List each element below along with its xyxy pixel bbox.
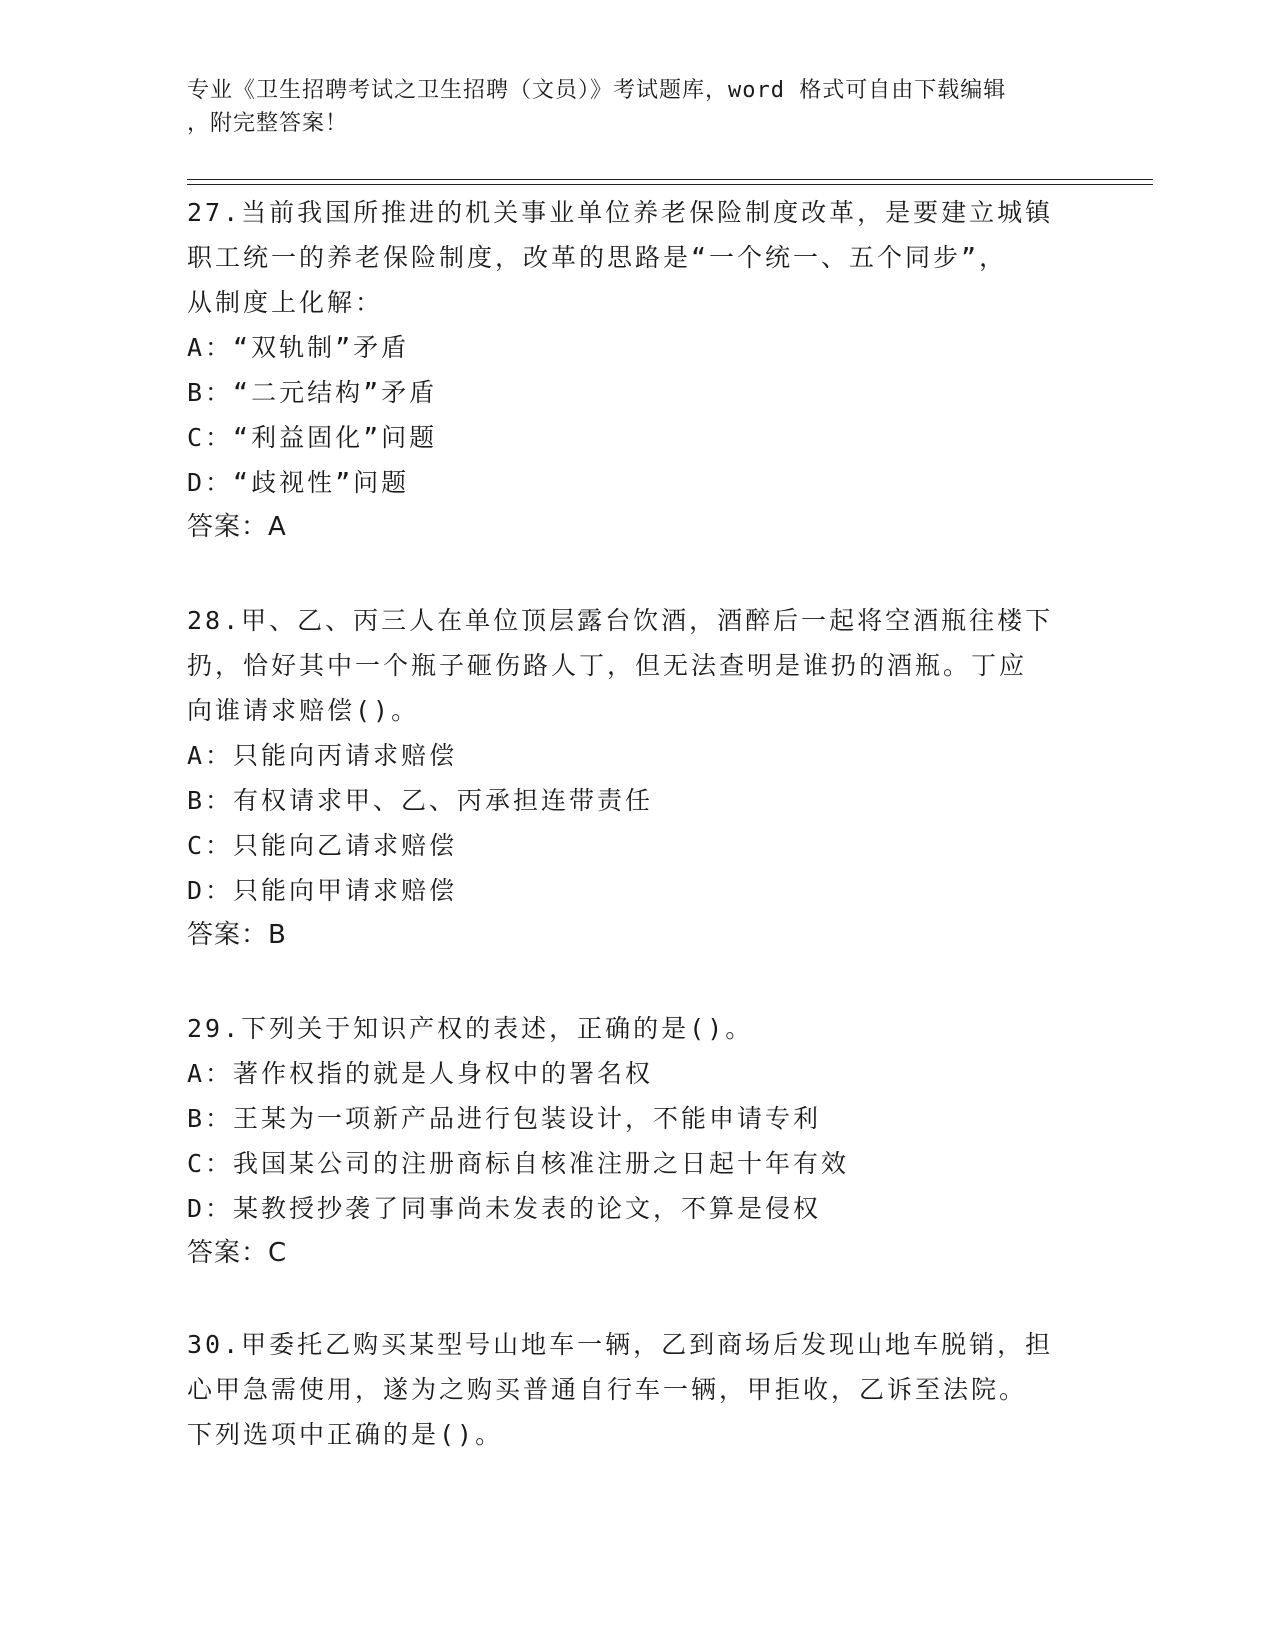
option-c: C：只能向乙请求赔偿	[187, 831, 458, 860]
option-d: D：“歧视性”问题	[187, 468, 410, 497]
question-stem-line: 从制度上化解：	[187, 288, 384, 317]
option-c: C：“利益固化”问题	[187, 423, 438, 452]
answer-line: 答案：B	[187, 920, 287, 950]
document-header	[187, 74, 1067, 140]
question-29	[187, 1006, 1087, 1276]
option-a: A：著作权指的就是人身权中的署名权	[187, 1059, 654, 1088]
header-divider-bottom	[187, 184, 1153, 185]
question-stem-line: 下列选项中正确的是()。	[187, 1420, 504, 1449]
option-a: A：只能向丙请求赔偿	[187, 741, 458, 770]
question-stem-line: 向谁请求赔偿()。	[187, 696, 420, 725]
option-d: D：只能向甲请求赔偿	[187, 876, 458, 905]
answer-line: 答案：A	[187, 512, 287, 542]
question-stem-line: 29.下列关于知识产权的表述，正确的是()。	[187, 1014, 754, 1043]
option-b: B：有权请求甲、乙、丙承担连带责任	[187, 786, 654, 815]
question-30	[187, 1322, 1087, 1457]
question-28	[187, 598, 1087, 958]
header-line-2: ，附完整答案！	[187, 111, 349, 136]
question-stem-line: 28.甲、乙、丙三人在单位顶层露台饮酒，酒醉后一起将空酒瓶往楼下	[187, 606, 1054, 635]
question-stem-line: 职工统一的养老保险制度，改革的思路是“一个统一、五个同步”，	[187, 243, 1008, 272]
option-a: A：“双轨制”矛盾	[187, 333, 410, 362]
header-line-1: 专业《卫生招聘考试之卫生招聘（文员）》考试题库，word 格式可自由下载编辑	[187, 78, 1007, 103]
answer-line: 答案：C	[187, 1238, 288, 1268]
question-stem-line: 27.当前我国所推进的机关事业单位养老保险制度改革，是要建立城镇	[187, 198, 1054, 227]
question-stem-line: 扔，恰好其中一个瓶子砸伤路人丁，但无法查明是谁扔的酒瓶。丁应	[187, 651, 1028, 680]
option-d: D：某教授抄袭了同事尚未发表的论文，不算是侵权	[187, 1194, 822, 1223]
question-stem-line: 30.甲委托乙购买某型号山地车一辆，乙到商场后发现山地车脱销，担	[187, 1330, 1054, 1359]
option-b: B：“二元结构”矛盾	[187, 378, 438, 407]
option-c: C：我国某公司的注册商标自核准注册之日起十年有效	[187, 1149, 850, 1178]
header-divider-top	[187, 179, 1153, 180]
question-27	[187, 190, 1087, 550]
option-b: B：王某为一项新产品进行包装设计，不能申请专利	[187, 1104, 822, 1133]
question-stem-line: 心甲急需使用，遂为之购买普通自行车一辆，甲拒收，乙诉至法院。	[187, 1375, 1028, 1404]
